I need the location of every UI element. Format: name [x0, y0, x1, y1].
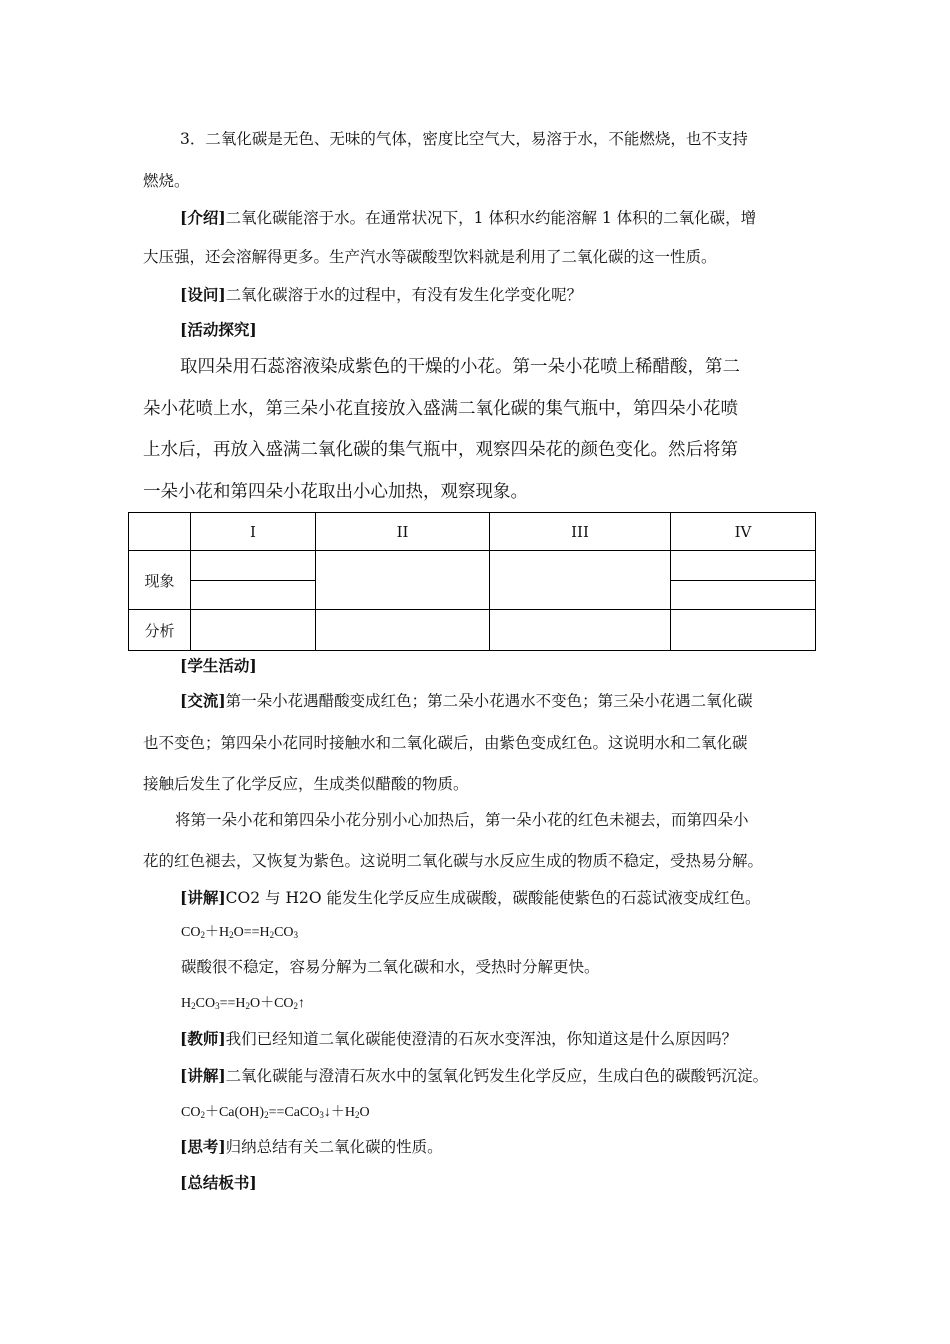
activity-tag: [活动探究] — [180, 320, 257, 339]
explain2-line — [180, 1064, 768, 1086]
eq-part: H — [181, 996, 192, 1011]
teacher-text: 我们已经知道二氧化碳能使澄清的石灰水变浑浊，你知道这是什么原因吗？ — [225, 1030, 738, 1048]
eq-part: ＋Ca(OH) — [204, 1105, 265, 1120]
heating-line1: 将第一朵小花和第四朵小花分别小心加热后，第一朵小花的红色未褪去，而第四朵小 — [175, 811, 749, 829]
eq-part: ==H — [219, 996, 246, 1011]
equation-carbonic-decomposition — [181, 992, 305, 1012]
equation-co2-water — [181, 921, 298, 941]
eq-part: CO — [181, 1105, 201, 1120]
table-cell — [671, 551, 816, 581]
intro-line2: 大压强，还会溶解得更多。生产汽水等碳酸型饮料就是利用了二氧化碳的这一性质。 — [143, 248, 717, 266]
table-cell — [191, 551, 316, 581]
eq-part: CO — [274, 925, 294, 940]
table-header-2: II — [316, 513, 490, 551]
eq-part: ==CaCO — [268, 1105, 320, 1120]
student-activity-tag: [学生活动] — [180, 656, 257, 675]
eq-sub: 2 — [245, 1001, 250, 1011]
teacher-tag: [教师] — [180, 1029, 226, 1048]
eq-part: ↑ — [298, 996, 306, 1011]
carbonic-acid-line: 碳酸很不稳定，容易分解为二氧化碳和水，受热时分解更快。 — [181, 958, 600, 976]
table-header-4: IV — [671, 513, 816, 551]
paragraph-co2-properties-line1: 3．二氧化碳是无色、无味的气体，密度比空气大，易溶于水，不能燃烧，也不支持 — [180, 130, 748, 148]
activity-line3: 上水后，再放入盛满二氧化碳的集气瓶中，观察四朵花的颜色变化。然后将第 — [143, 440, 738, 460]
eq-part: ＋H — [204, 925, 230, 940]
exchange-line3: 接触后发生了化学反应，生成类似醋酸的物质。 — [143, 775, 469, 793]
question-tag: [设问] — [180, 285, 226, 304]
eq-part: CO — [195, 996, 216, 1011]
explain2-tag: [讲解] — [180, 1066, 226, 1085]
table-cell — [191, 610, 316, 651]
explain1-text: CO2 与 H2O 能发生化学反应生成碳酸，碳酸能使紫色的石蕊试液变成红色。 — [225, 889, 761, 907]
eq-sub: 2 — [293, 1001, 299, 1011]
eq-sub: 2 — [200, 930, 205, 940]
activity-line1: 取四朵用石蕊溶液染成紫色的干燥的小花。第一朵小花喷上稀醋酸，第二 — [180, 357, 740, 377]
eq-sub: 3 — [215, 1001, 220, 1011]
explain1-tag: [讲解] — [180, 888, 226, 907]
table-cell — [671, 581, 816, 610]
table-cell — [316, 551, 490, 610]
eq-sub: 2 — [200, 1110, 205, 1120]
activity-line2: 朵小花喷上水，第三朵小花直接放入盛满二氧化碳的集气瓶中，第四朵小花喷 — [143, 399, 738, 419]
table-row-label-phenomenon: 现象 — [129, 551, 191, 610]
table-cell — [316, 610, 490, 651]
think-text: 归纳总结有关二氧化碳的性质。 — [225, 1138, 443, 1156]
equation-limewater — [181, 1101, 370, 1121]
table-cell — [671, 610, 816, 651]
eq-part: CO — [181, 925, 201, 940]
think-line — [180, 1135, 443, 1157]
intro-line1 — [180, 206, 756, 228]
exchange-text: 第一朵小花遇醋酸变成红色；第二朵小花遇水不变色；第三朵小花遇二氧化碳 — [225, 692, 753, 710]
eq-sub: 3 — [293, 930, 299, 940]
eq-part: O==H — [233, 925, 270, 940]
exchange-line1 — [180, 689, 753, 711]
eq-part: O — [359, 1105, 370, 1120]
table-row-label-analysis: 分析 — [129, 610, 191, 651]
table-cell — [490, 551, 671, 610]
question-line — [180, 283, 582, 305]
observation-table — [128, 512, 816, 651]
exchange-line2: 也不变色；第四朵小花同时接触水和二氧化碳后，由紫色变成红色。这说明水和二氧化碳 — [143, 734, 748, 752]
eq-sub: 2 — [229, 930, 234, 940]
teacher-line — [180, 1027, 737, 1049]
eq-sub: 2 — [264, 1110, 269, 1120]
eq-part: O＋CO — [249, 996, 294, 1011]
explain1-line — [180, 886, 760, 908]
eq-sub: 2 — [269, 930, 275, 940]
question-text: 二氧化碳溶于水的过程中，有没有发生化学变化呢？ — [225, 286, 583, 304]
think-tag: [思考] — [180, 1137, 226, 1156]
intro-text: 二氧化碳能溶于水。在通常状况下，1 体积水约能溶解 1 体积的二氧化碳，增 — [225, 209, 757, 227]
table-cell — [191, 581, 316, 610]
table-header-blank — [129, 513, 191, 551]
eq-sub: 3 — [319, 1110, 324, 1120]
paragraph-co2-properties-line2: 燃烧。 — [143, 172, 190, 190]
explain2-text: 二氧化碳能与澄清石灰水中的氢氧化钙发生化学反应，生成白色的碳酸钙沉淀。 — [225, 1067, 769, 1085]
summary-tag: [总结板书] — [180, 1173, 257, 1192]
table-header-3: III — [490, 513, 671, 551]
table-cell — [490, 610, 671, 651]
eq-part: ↓＋H — [323, 1105, 355, 1120]
heating-line2: 花的红色褪去，又恢复为紫色。这说明二氧化碳与水反应生成的物质不稳定，受热易分解。 — [143, 852, 764, 870]
eq-sub: 2 — [191, 1001, 196, 1011]
eq-sub: 2 — [354, 1110, 360, 1120]
intro-tag: [介绍] — [180, 208, 226, 227]
activity-line4: 一朵小花和第四朵小花取出小心加热，观察现象。 — [143, 482, 528, 502]
table-header-1: I — [191, 513, 316, 551]
exchange-tag: [交流] — [180, 691, 226, 710]
